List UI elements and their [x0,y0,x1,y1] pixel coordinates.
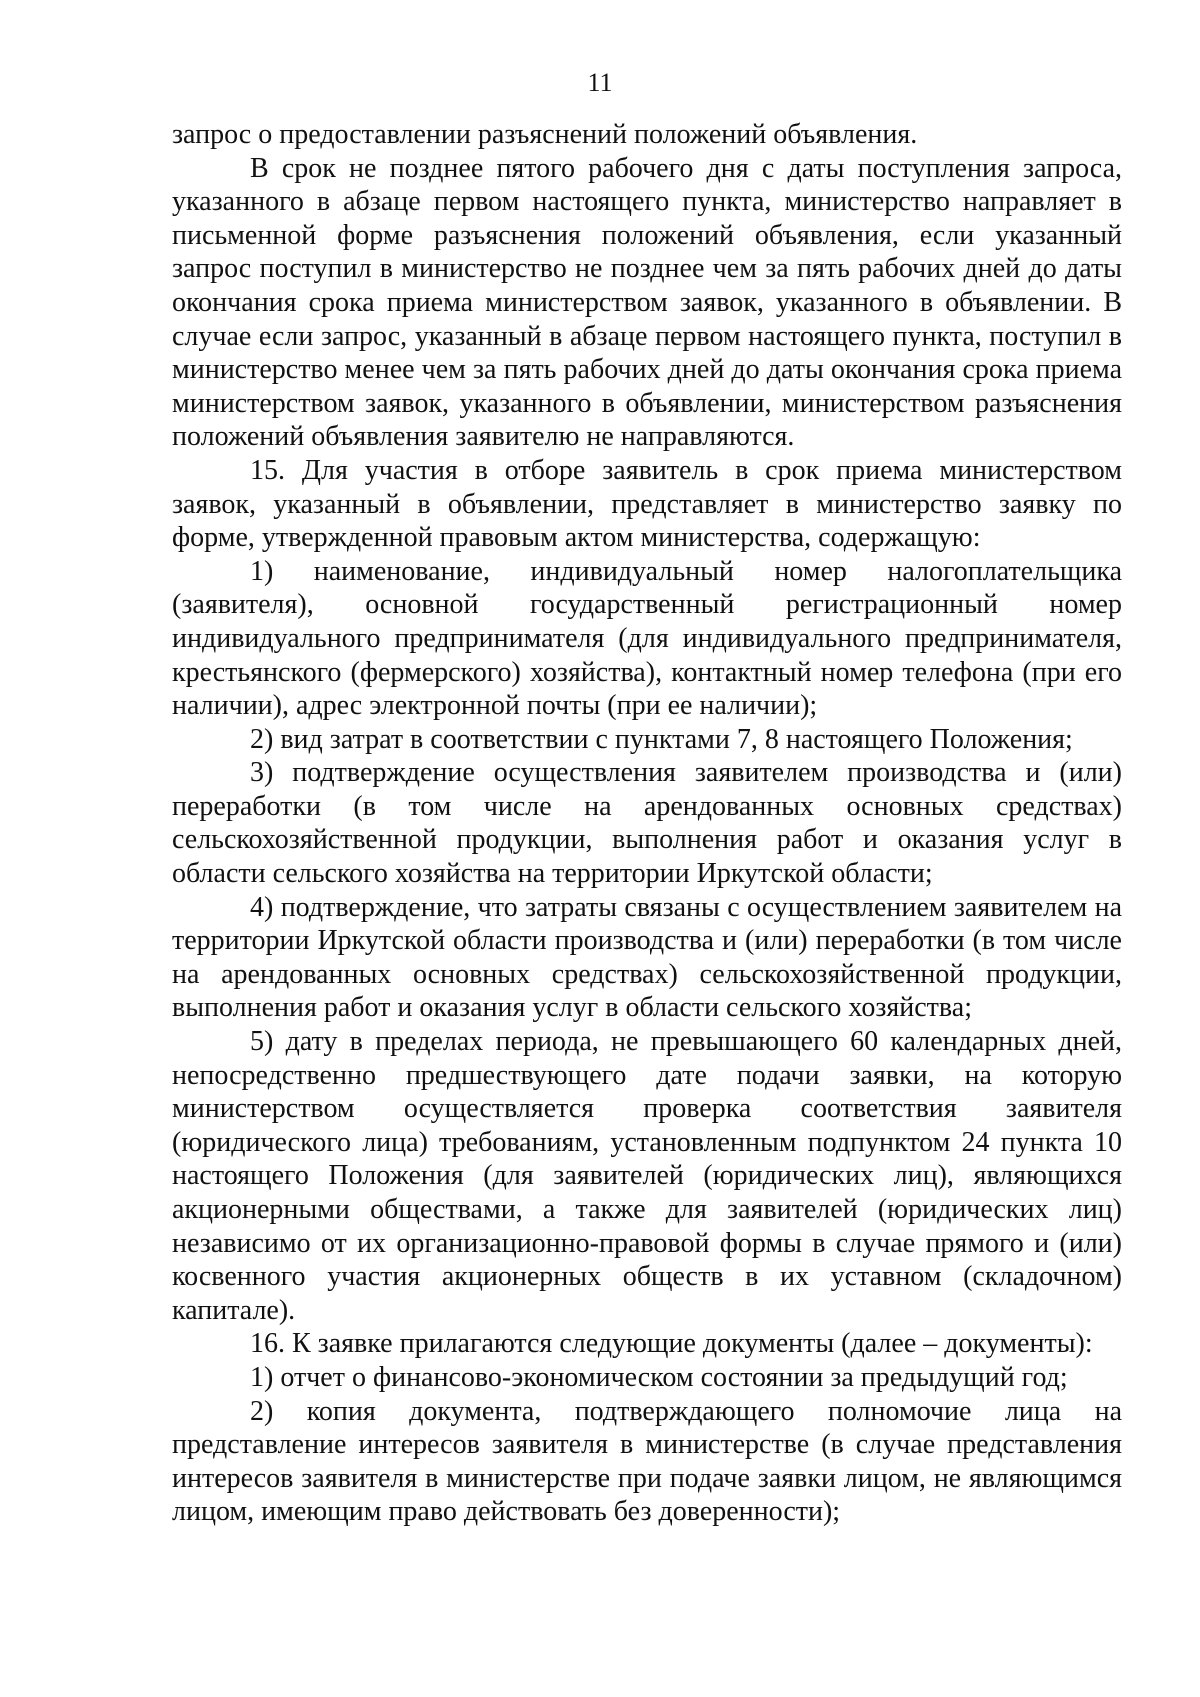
page-number: 11 [587,68,613,97]
paragraph-item-16: 16. К заявке прилагаются следующие документы (далее – документы): [250,1328,1093,1360]
paragraph-15-subitem-4: 4) подтверждение, что затраты связаны с осуществлением заявителем на территории Иркутской области производства и (или) переработки (в том числе на арендованных основных средствах) сельскохозяйственной продукции, выполнения работ и оказания услуг в области сельского хозяйства; [172,891,1122,1024]
paragraph-15-subitem-2: 2) вид затрат в соответствии с пунктами 7, 8 настоящего Положения; [250,723,1073,755]
paragraph-16-subitem-1: 1) отчет о финансово-экономическом состоянии за предыдущий год; [250,1361,1068,1393]
paragraph-15-subitem-1: 1) наименование, индивидуальный номер налогоплательщика (заявителя), основной государственный регистрационный номер индивидуального предпринимателя (для индивидуального предпринимателя, крестьянского (фермерского) хозяйства), контактный номер телефона (при его наличии), адрес электронной почты (при ее наличии); [172,555,1122,722]
paragraph-15-subitem-5: 5) дату в пределах периода, не превышающего 60 календарных дней, непосредственно предшествующего дате подачи заявки, на которую министерством осуществляется проверка соответствия заявителя (юридического лица) требованиям, установленным подпунктом 24 пункта 10 настоящего Положения (для заявителей (юридических лиц), являющихся акционерными обществами, а также для заявителей (юридических лиц) независимо от их организационно-правовой формы в случае прямого и (или) косвенного участия акционерных обществ в их уставном (складочном) капитале). [172,1026,1122,1326]
paragraph-intro-continuation: запрос о предоставлении разъяснений положений объявления. [172,119,918,150]
paragraph-item-15: 15. Для участия в отборе заявитель в срок приема министерством заявок, указанный в объявлении, представляет в министерство заявку по форме, утвержденной правовым актом министерства, содержащую: [172,454,1122,554]
paragraph-16-subitem-2: 2) копия документа, подтверждающего полномочие лица на представление интересов заявителя в министерстве (в случае представления интересов заявителя в министерстве при подаче заявки лицом, не являющимся лицом, имеющим право действовать без доверенности); [172,1395,1122,1528]
document-body [172,118,1122,1529]
paragraph-15-subitem-3: 3) подтверждение осуществления заявителем производства и (или) переработки (в том числе на арендованных основных средствах) сельскохозяйственной продукции, выполнения работ и оказания услуг в области сельского хозяйства на территории Иркутской области; [172,757,1122,890]
paragraph-clarification-deadline: В срок не позднее пятого рабочего дня с даты поступления запроса, указанного в абзаце первом настоящего пункта, министерство направляет в письменной форме разъяснения положений объявления, если указанный запрос поступил в министерство не позднее чем за пять рабочих дней до даты окончания срока приема министерством заявок, указанного в объявлении. В случае если запрос, указанный в абзаце первом настоящего пункта, поступил в министерство менее чем за пять рабочих дней до даты окончания срока приема министерством заявок, указанного в объявлении, министерством разъяснения положений объявления заявителю не направляются. [172,152,1122,453]
